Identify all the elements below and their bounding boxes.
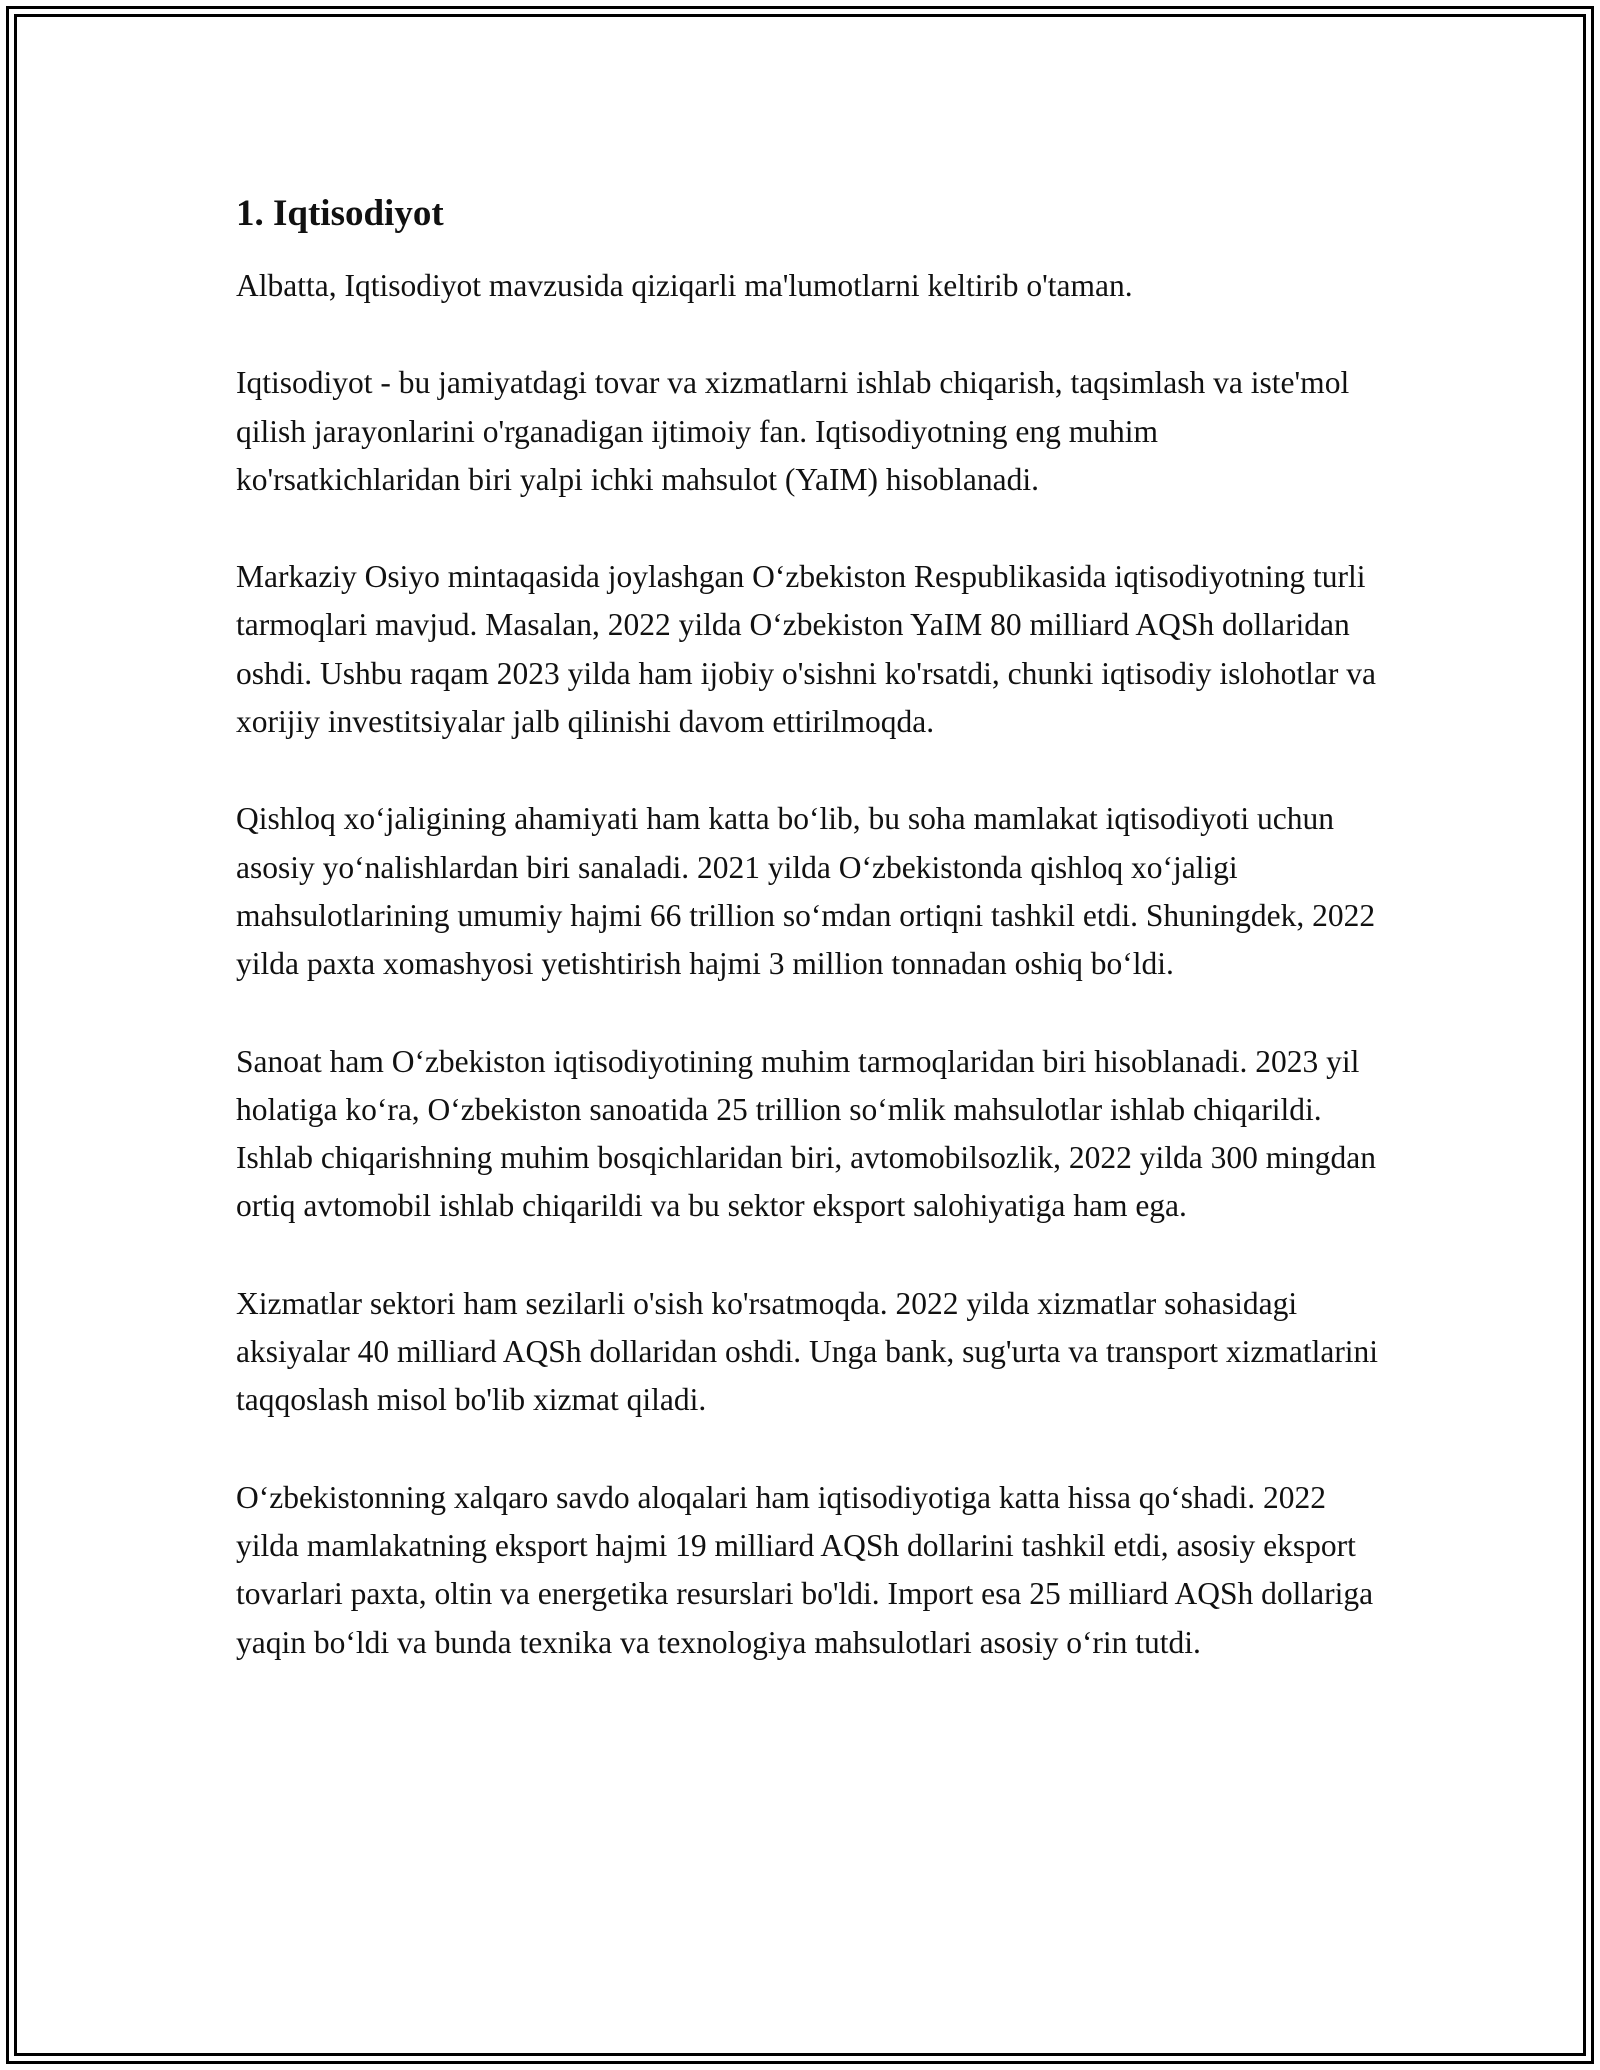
paragraph-agriculture: Qishloq xo‘jaligining ahamiyati ham katta bo‘lib, bu soha mamlakat iqtisodiyoti uchun asosiy yo‘nalishlardan biri sanaladi. 2021 yilda O‘zbekistonda qishloq xo‘jaligi mahsulotlarining umumiy hajmi 66 trillion so‘mdan ortiqni tashkil etdi. Shuningdek, 2022 yilda paxta xomashyosi yetishtirish hajmi 3 million tonnadan oshiq bo‘ldi. [236,801,1376,982]
paragraph-gdp: Markaziy Osiyo mintaqasida joylashgan O‘zbekiston Respublikasida iqtisodiyotning turli tarmoqlari mavjud. Masalan, 2022 yilda O‘zbekiston YaIM 80 milliard AQSh dollaridan oshdi. Ushbu raqam 2023 yilda ham ijobiy o'sishni ko'rsatdi, chunki iqtisodiy islohotlar va xorijiy investitsiyalar jalb qilinishi davom ettirilmoqda. [236,559,1377,740]
paragraph-definition: Iqtisodiyot - bu jamiyatdagi tovar va xizmatlarni ishlab chiqarish, taqsimlash va iste'mol qilish jarayonlarini o'rganadigan ijtimoiy fan. Iqtisodiyotning eng muhim ko'rsatkichlaridan biri yalpi ichki mahsulot (YaIM) hisoblanadi. [236,365,1350,497]
intro-paragraph: Albatta, Iqtisodiyot mavzusida qiziqarli ma'lumotlarni keltirib o'taman. [236,268,1133,303]
document-body [236,188,1386,1716]
paragraph-trade: O‘zbekistonning xalqaro savdo aloqalari ham iqtisodiyotiga katta hissa qo‘shadi. 2022 yilda mamlakatning eksport hajmi 19 milliard AQSh dollarini tashkil etdi, asosiy eksport tovarlari paxta, oltin va energetika resurslari bo'ldi. Import esa 25 milliard AQSh dollariga yaqin bo‘ldi va bunda texnika va texnologiya mahsulotlari asosiy o‘rin tutdi. [236,1479,1374,1660]
paragraph-services: Xizmatlar sektori ham sezilarli o'sish ko'rsatmoqda. 2022 yilda xizmatlar sohasidagi aksiyalar 40 milliard AQSh dollaridan oshdi. Unga bank, sug'urta va transport xizmatlarini taqqoslash misol bo'lib xizmat qiladi. [236,1285,1379,1418]
section-heading: 1. Iqtisodiyot [236,193,444,234]
paragraph-industry: Sanoat ham O‘zbekiston iqtisodiyotining muhim tarmoqlaridan biri hisoblanadi. 2023 yil holatiga ko‘ra, O‘zbekiston sanoatida 25 trillion so‘mlik mahsulotlar ishlab chiqarildi. Ishlab chiqarishning muhim bosqichlaridan biri, avtomobilsozlik, 2022 yilda 300 mingdan ortiq avtomobil ishlab chiqarildi va bu sektor eksport salohiyatiga ham ega. [236,1043,1376,1224]
